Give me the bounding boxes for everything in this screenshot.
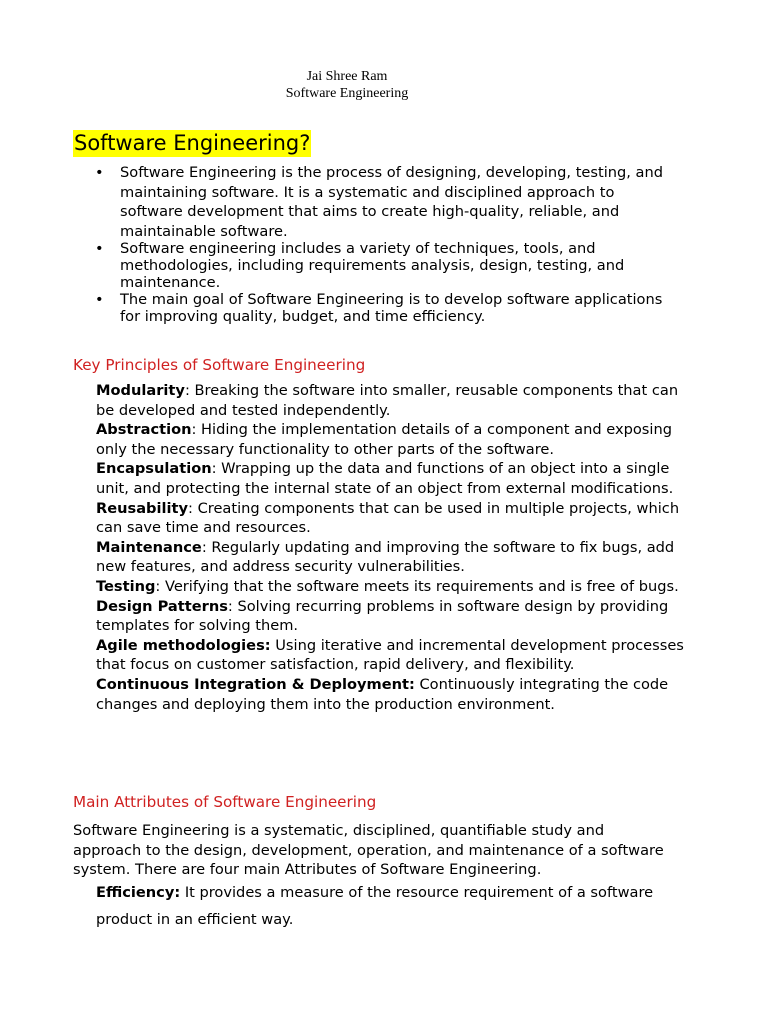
principle-term: Reusability <box>96 499 189 517</box>
principle-item: Reusability: Creating components that can be used in multiple projects, which can save time and resources. <box>96 499 680 537</box>
principle-term: Agile methodologies: <box>96 636 271 654</box>
bullet-text: Software Engineering is the process of designing, developing, testing, and maintaining software. It is a systematic and disciplined approach to software development that aims to create high-quality, reliable, and maintainable software. <box>120 164 664 240</box>
principle-item: Modularity: Breaking the software into smaller, reusable components that can be developed and tested independently. <box>96 382 679 419</box>
principle-text: Continuously integrating the code changes and deploying them into the production environment. <box>96 675 669 713</box>
attribute-term: Efficiency: <box>96 884 181 901</box>
intro-bullet-list <box>0 163 700 325</box>
principle-item: Encapsulation: Wrapping up the data and functions of an object into a single unit, and protecting the internal state of an object from external modifications. <box>96 460 674 497</box>
bullet-text: The main goal of Software Engineering is to develop software applications for improving quality, budget, and time efficiency. <box>120 290 663 325</box>
bullet-item <box>0 163 680 241</box>
principle-text: Using iterative and incremental development processes that focus on customer satisfaction, rapid delivery, and flexibility. <box>96 636 684 674</box>
principle-term: Design Patterns <box>96 597 228 615</box>
header-line-2: Software Engineering <box>285 86 409 101</box>
principle-term: Encapsulation <box>96 460 212 478</box>
document-header <box>0 68 694 102</box>
attribute-text: It provides a measure of the resource requirement of a software product in an efficient way. <box>96 884 654 928</box>
principle-term: Continuous Integration & Deployment: <box>96 675 415 693</box>
bullet-icon: • <box>95 290 104 308</box>
principle-text: Solving recurring problems in software design by providing templates for solving them. <box>96 597 669 635</box>
attributes-heading: Main Attributes of Software Engineering <box>73 793 377 811</box>
principle-text: Creating components that can be used in multiple projects, which can save time and resources. <box>96 499 680 537</box>
attribute-item <box>96 880 696 933</box>
principle-term: Modularity <box>96 382 185 399</box>
principle-text: Regularly updating and improving the software to fix bugs, add new features, and address security vulnerabilities. <box>96 538 675 576</box>
principle-text: Breaking the software into smaller, reusable components that can be developed and tested independently. <box>96 382 679 419</box>
header-line-1: Jai Shree Ram <box>306 69 388 84</box>
principle-item: Testing: Verifying that the software meets its requirements and is free of bugs. <box>96 577 679 595</box>
bullet-icon: • <box>95 240 104 258</box>
bullet-icon: • <box>95 164 104 181</box>
principle-item <box>96 636 696 675</box>
bullet-item <box>0 292 680 326</box>
principle-item: Design Patterns: Solving recurring problems in software design by providing templates for solving them. <box>96 597 669 635</box>
principle-text: Hiding the implementation details of a component and exposing only the necessary functionality to other parts of the software. <box>96 421 672 458</box>
principle-text: Verifying that the software meets its requirements and is free of bugs. <box>160 577 679 595</box>
page-title: Software Engineering? <box>74 131 311 155</box>
principle-item: Maintenance: Regularly updating and improving the software to fix bugs, add new features, and address security vulnerabilities. <box>96 538 675 576</box>
principles-heading: Key Principles of Software Engineering <box>73 356 366 374</box>
principle-text: Wrapping up the data and functions of an object into a single unit, and protecting the internal state of an object from external modifications. <box>96 460 674 497</box>
principle-term: Testing <box>96 577 156 595</box>
principle-item <box>96 675 696 714</box>
bullet-item <box>0 241 680 291</box>
principle-term: Maintenance <box>96 538 202 556</box>
bullet-text: Software engineering includes a variety of techniques, tools, and methodologies, including requirements analysis, design, testing, and maintenance. <box>120 240 625 291</box>
principle-item: Abstraction: Hiding the implementation details of a component and exposing only the necessary functionality to other parts of the software. <box>96 421 672 458</box>
principle-term: Abstraction <box>96 421 192 439</box>
principles-list <box>96 381 696 714</box>
attributes-intro: Software Engineering is a systematic, disciplined, quantifiable study and approach to the design, development, operation, and maintenance of a software system. There are four main Attributes of Software Engineering. <box>73 822 664 879</box>
